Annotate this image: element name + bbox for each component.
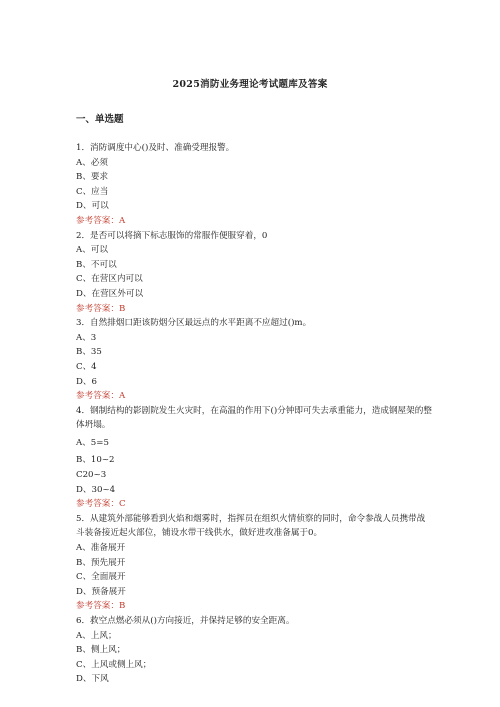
option: B、侧上风； [76, 645, 126, 656]
question-stem: 6．救空点燃必须从()方向接近，并保持足够的安全距离。 [76, 616, 295, 626]
option: B、预先展开 [76, 557, 126, 568]
option: D、6 [76, 376, 97, 387]
question-stem: 2．是否可以将摘下标志服饰的常服作便服穿着，0 [76, 230, 268, 241]
reference-answer: 参考答案：A [76, 391, 126, 402]
document-title: 2025消防业务理论考试题库及答案 [172, 79, 328, 90]
option: D、30~4 [76, 484, 116, 495]
reference-answer: 参考答案：B [76, 601, 126, 612]
option: C20~3 [76, 470, 107, 481]
option: A、准备展开 [76, 543, 126, 554]
option: D、在营区外可以 [76, 288, 144, 299]
question-stem: 3．自然排烟口距该防烟分区最远点的水平距离不应超过()m。 [76, 318, 312, 329]
option: D、预备展开 [76, 586, 126, 597]
option: C、应当 [76, 186, 109, 197]
option: D、可以 [76, 201, 109, 212]
reference-answer: 参考答案：B [76, 303, 126, 314]
option: B、不可以 [76, 259, 117, 270]
option: C、4 [76, 361, 97, 372]
option: C、全面展开 [76, 572, 126, 583]
option: C、上风或侧上风； [76, 659, 152, 670]
option: D、下风 [76, 674, 109, 685]
option: B、10~2 [76, 455, 115, 466]
question-list [76, 141, 432, 687]
option: C、在营区内可以 [76, 274, 143, 285]
reference-answer: 参考答案：C [76, 499, 126, 510]
option: A、5=5 [76, 437, 109, 448]
question-stem: 4．钢制结构的影剧院发生火灾时，在高温的作用下()分钟即可失去承重能力，造成钢屋架的整体坍塌。 [76, 405, 432, 431]
option: A、必须 [76, 157, 108, 168]
question-stem: 5．从建筑外部能够看到火焰和烟雾时，指挥员在组织火情侦察的同时，命令参战人员携带战斗装备接近起火部位，铺设水带干线供水，做好进攻准备属于0。 [76, 513, 426, 539]
option: B、要求 [76, 172, 109, 183]
section-heading: 一、单选题 [76, 114, 124, 125]
option: A、上风； [76, 630, 117, 641]
option: B、35 [76, 347, 102, 358]
option: A、3 [76, 332, 97, 343]
reference-answer: 参考答案：A [76, 215, 126, 226]
option: A、可以 [76, 245, 108, 256]
question-stem: 1．消防调度中心()及时、准确受理报警。 [76, 143, 235, 153]
